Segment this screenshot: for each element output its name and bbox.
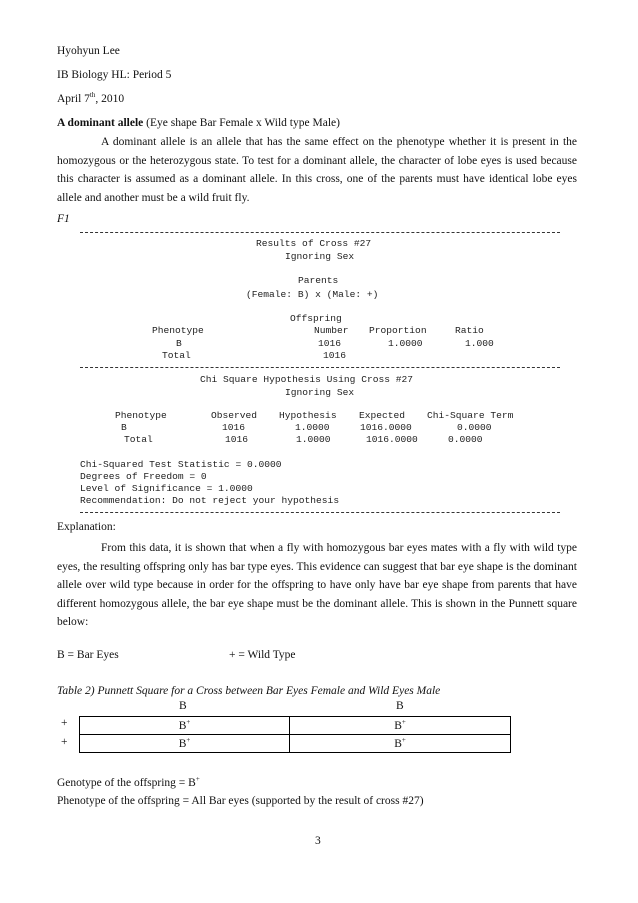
table-cell: 1.0000 [388,338,423,349]
table-caption: Table 2) Punnett Square for a Cross between Bar Eyes Female and Wild Eyes Male [57,685,441,697]
key-bar: B = Bar Eyes [57,649,119,661]
cross-subtitle: Ignoring Sex [285,251,355,262]
author-name: Hyohyun Lee [57,45,120,57]
genotype-line: Genotype of the offspring = B+ [57,775,200,789]
divider [80,512,560,513]
section-title: A dominant allele (Eye shape Bar Female x Wild type Male) [57,117,340,129]
table-cell: 1016 [323,350,347,361]
key-wild: + = Wild Type [229,649,296,661]
chi-col-header: Phenotype [115,410,167,421]
chi-cell: 1016.0000 [360,422,412,433]
table-cell: 1.000 [465,338,494,349]
col-header: Ratio [455,325,484,336]
chi-col-header: Expected [359,410,406,421]
col-header-b: B [179,700,187,712]
chi-cell: 1.0000 [295,422,330,433]
punnett-cell: B+ [80,735,290,753]
table-cell: B [176,338,182,349]
col-header-b: B [396,700,404,712]
punnett-cell: B+ [290,735,511,753]
chi-cell: 1.0000 [296,434,331,445]
f1-label: F1 [57,213,70,225]
chi-col-header: Chi-Square Term [427,410,514,421]
row-header-plus: + [61,736,68,748]
offspring-label: Offspring [290,313,342,324]
divider [80,367,560,368]
phenotype-line: Phenotype of the offspring = All Bar eyes (supported by the result of cross #27) [57,795,424,807]
stat-line: Recommendation: Do not reject your hypothesis [80,495,340,506]
chi-col-header: Observed [211,410,258,421]
chi-cell: 0.0000 [448,434,483,445]
chi-cell: B [121,422,127,433]
table-cell: Total [162,350,191,361]
chi-cell: 1016.0000 [366,434,418,445]
chi-col-header: Hypothesis [279,410,337,421]
explanation-paragraph: From this data, it is shown that when a fly with homozygous bar eyes mates with a fly with wild type eyes, the resulting offspring only has bar type eyes. This evidence can suggest that bar eye shape is the dominant allele over wild type because in order for the offspring to have only have bar eye shape from parents that have different homozygous allele, the bar eye shape must be the dominant allele. This is shown in the Punnett square below: [57,542,577,628]
punnett-cell: B+ [290,717,511,735]
course-name: IB Biology HL: Period 5 [57,69,172,81]
report-date: April 7th, 2010 [57,91,125,105]
col-header: Number [314,325,349,336]
col-header: Proportion [369,325,427,336]
stat-line: Degrees of Freedom = 0 [80,471,207,482]
chi-title: Chi Square Hypothesis Using Cross #27 [200,374,414,385]
parents-value: (Female: B) x (Male: +) [246,289,379,300]
table-cell: 1016 [318,338,342,349]
cross-title: Results of Cross #27 [256,238,372,249]
chi-cell: 0.0000 [457,422,492,433]
chi-subtitle: Ignoring Sex [285,387,355,398]
intro-paragraph: A dominant allele is an allele that has the same effect on the phenotype whether it is present in the homozygous or the heterozygous state. To test for a dominant allele, the character of lobe eyes is used because this character is assumed as a dominant allele. In this cross, one of the parents must have identical lobe eyes allele and another must be a wild fruit fly. [57,136,577,204]
explanation-label: Explanation: [57,521,116,533]
chi-cell: 1016 [225,434,249,445]
parents-label: Parents [298,275,339,286]
col-header: Phenotype [152,325,204,336]
stat-line: Chi-Squared Test Statistic = 0.0000 [80,459,282,470]
punnett-square [79,716,511,753]
stat-line: Level of Significance = 1.0000 [80,483,253,494]
page-number: 3 [315,835,321,847]
punnett-cell: B+ [80,717,290,735]
chi-cell: 1016 [222,422,246,433]
chi-cell: Total [124,434,153,445]
divider [80,232,560,233]
row-header-plus: + [61,717,68,729]
